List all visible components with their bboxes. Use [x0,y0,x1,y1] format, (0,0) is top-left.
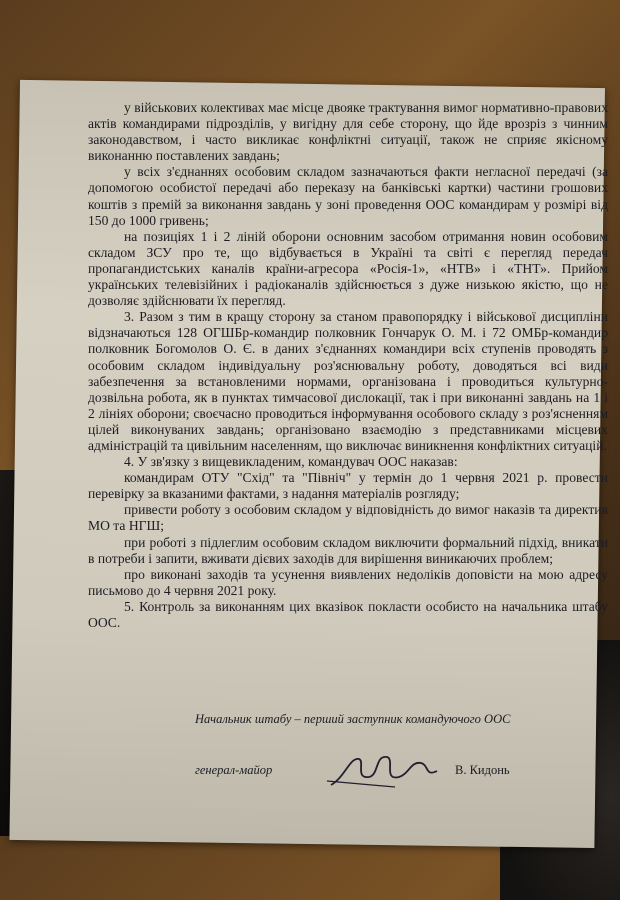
paragraph-4: 3. Разом з тим в кращу сторону за станом правопорядку і військової дисципліни відзначаються 128 ОГШБр-командир полковник Гончарук О. М. і 72 ОМБр-командир полковник Богомолов О. Є. в даних з'єднаннях командири всіх ступенів проводять з особовим складом індивідуальну роз'яснювальну роботу, доводяться всі види забезпечення за встановленими нормами, організована і проводиться культурно-дозвільна робота, як в пунктах тимчасової дислокації, так і при виконанні завдань на 1 і 2 лініях оборони; своєчасно проводиться інформування особового складу з роз'ясненням цілей виконуваних завдань; організовано взаємодію з представниками місцевих адміністрацій та цивільним населенням, що виключає виникнення конфліктних ситуацій. [88,309,608,453]
document-body [88,100,608,631]
paragraph-3: на позиціях 1 і 2 ліній оборони основним засобом отримання новин особовим складом ЗСУ про те, що відбувається в Україні та світі є перегляд передач пропагандистських каналів країни-агресора «Росія-1», «НТВ» і «ТНТ». Прийом українських телевізійних і радіоканалів здійснюється з дуже низькою якістю, що не дозволяє здійснювати їх перегляд. [88,228,608,309]
paragraph-6: командирам ОТУ "Схід" та "Північ" у термін до 1 червня 2021 р. провести перевірку за вказаними фактами, з надання матеріалів розгляду; [88,470,608,502]
paragraph-7: привести роботу з особовим складом у відповідність до вимог наказів та директив МО та НГШ; [88,502,608,534]
signature-name: В. Кидонь [455,762,510,777]
signature-row [195,747,510,793]
paragraph-1: у військових колективах має місце двояке трактування вимог нормативно-правових актів командирами підрозділів, у вигідну для себе сторону, що йде врозріз з чинним законодавством, і часто викликає конфліктні ситуації, також не сприяє якісному виконанню поставлених завдань; [88,100,608,164]
signature-title: Начальник штабу – перший заступник командуючого ООС [195,712,511,726]
handwritten-signature [325,747,445,793]
signature-block [195,712,510,793]
paragraph-5: 4. У зв'язку з вищевикладеним, командувач ООС наказав: [124,454,458,470]
signature-rank: генерал-майор [195,762,273,777]
paragraph-8: при роботі з підлеглим особовим складом виключити формальний підхід, вникати в потреби і запити, вживати дієвих заходів для вирішення виникаючих проблем; [88,534,608,566]
paragraph-2: у всіх з'єднаннях особовим складом зазначаються факти негласної передачі (за допомогою особистої передачі або переказу на банківські картки) частини грошових коштів з премій за виконання завдань у зоні проведення ООС командирам у розмірі від 150 до 1000 гривень; [88,164,608,228]
paragraph-9: про виконані заходів та усунення виявлених недоліків доповісти на мою адресу письмово до 4 червня 2021 року. [88,566,608,598]
paragraph-10: 5. Контроль за виконанням цих вказівок покласти особисто на начальника штабу ООС. [88,598,608,630]
